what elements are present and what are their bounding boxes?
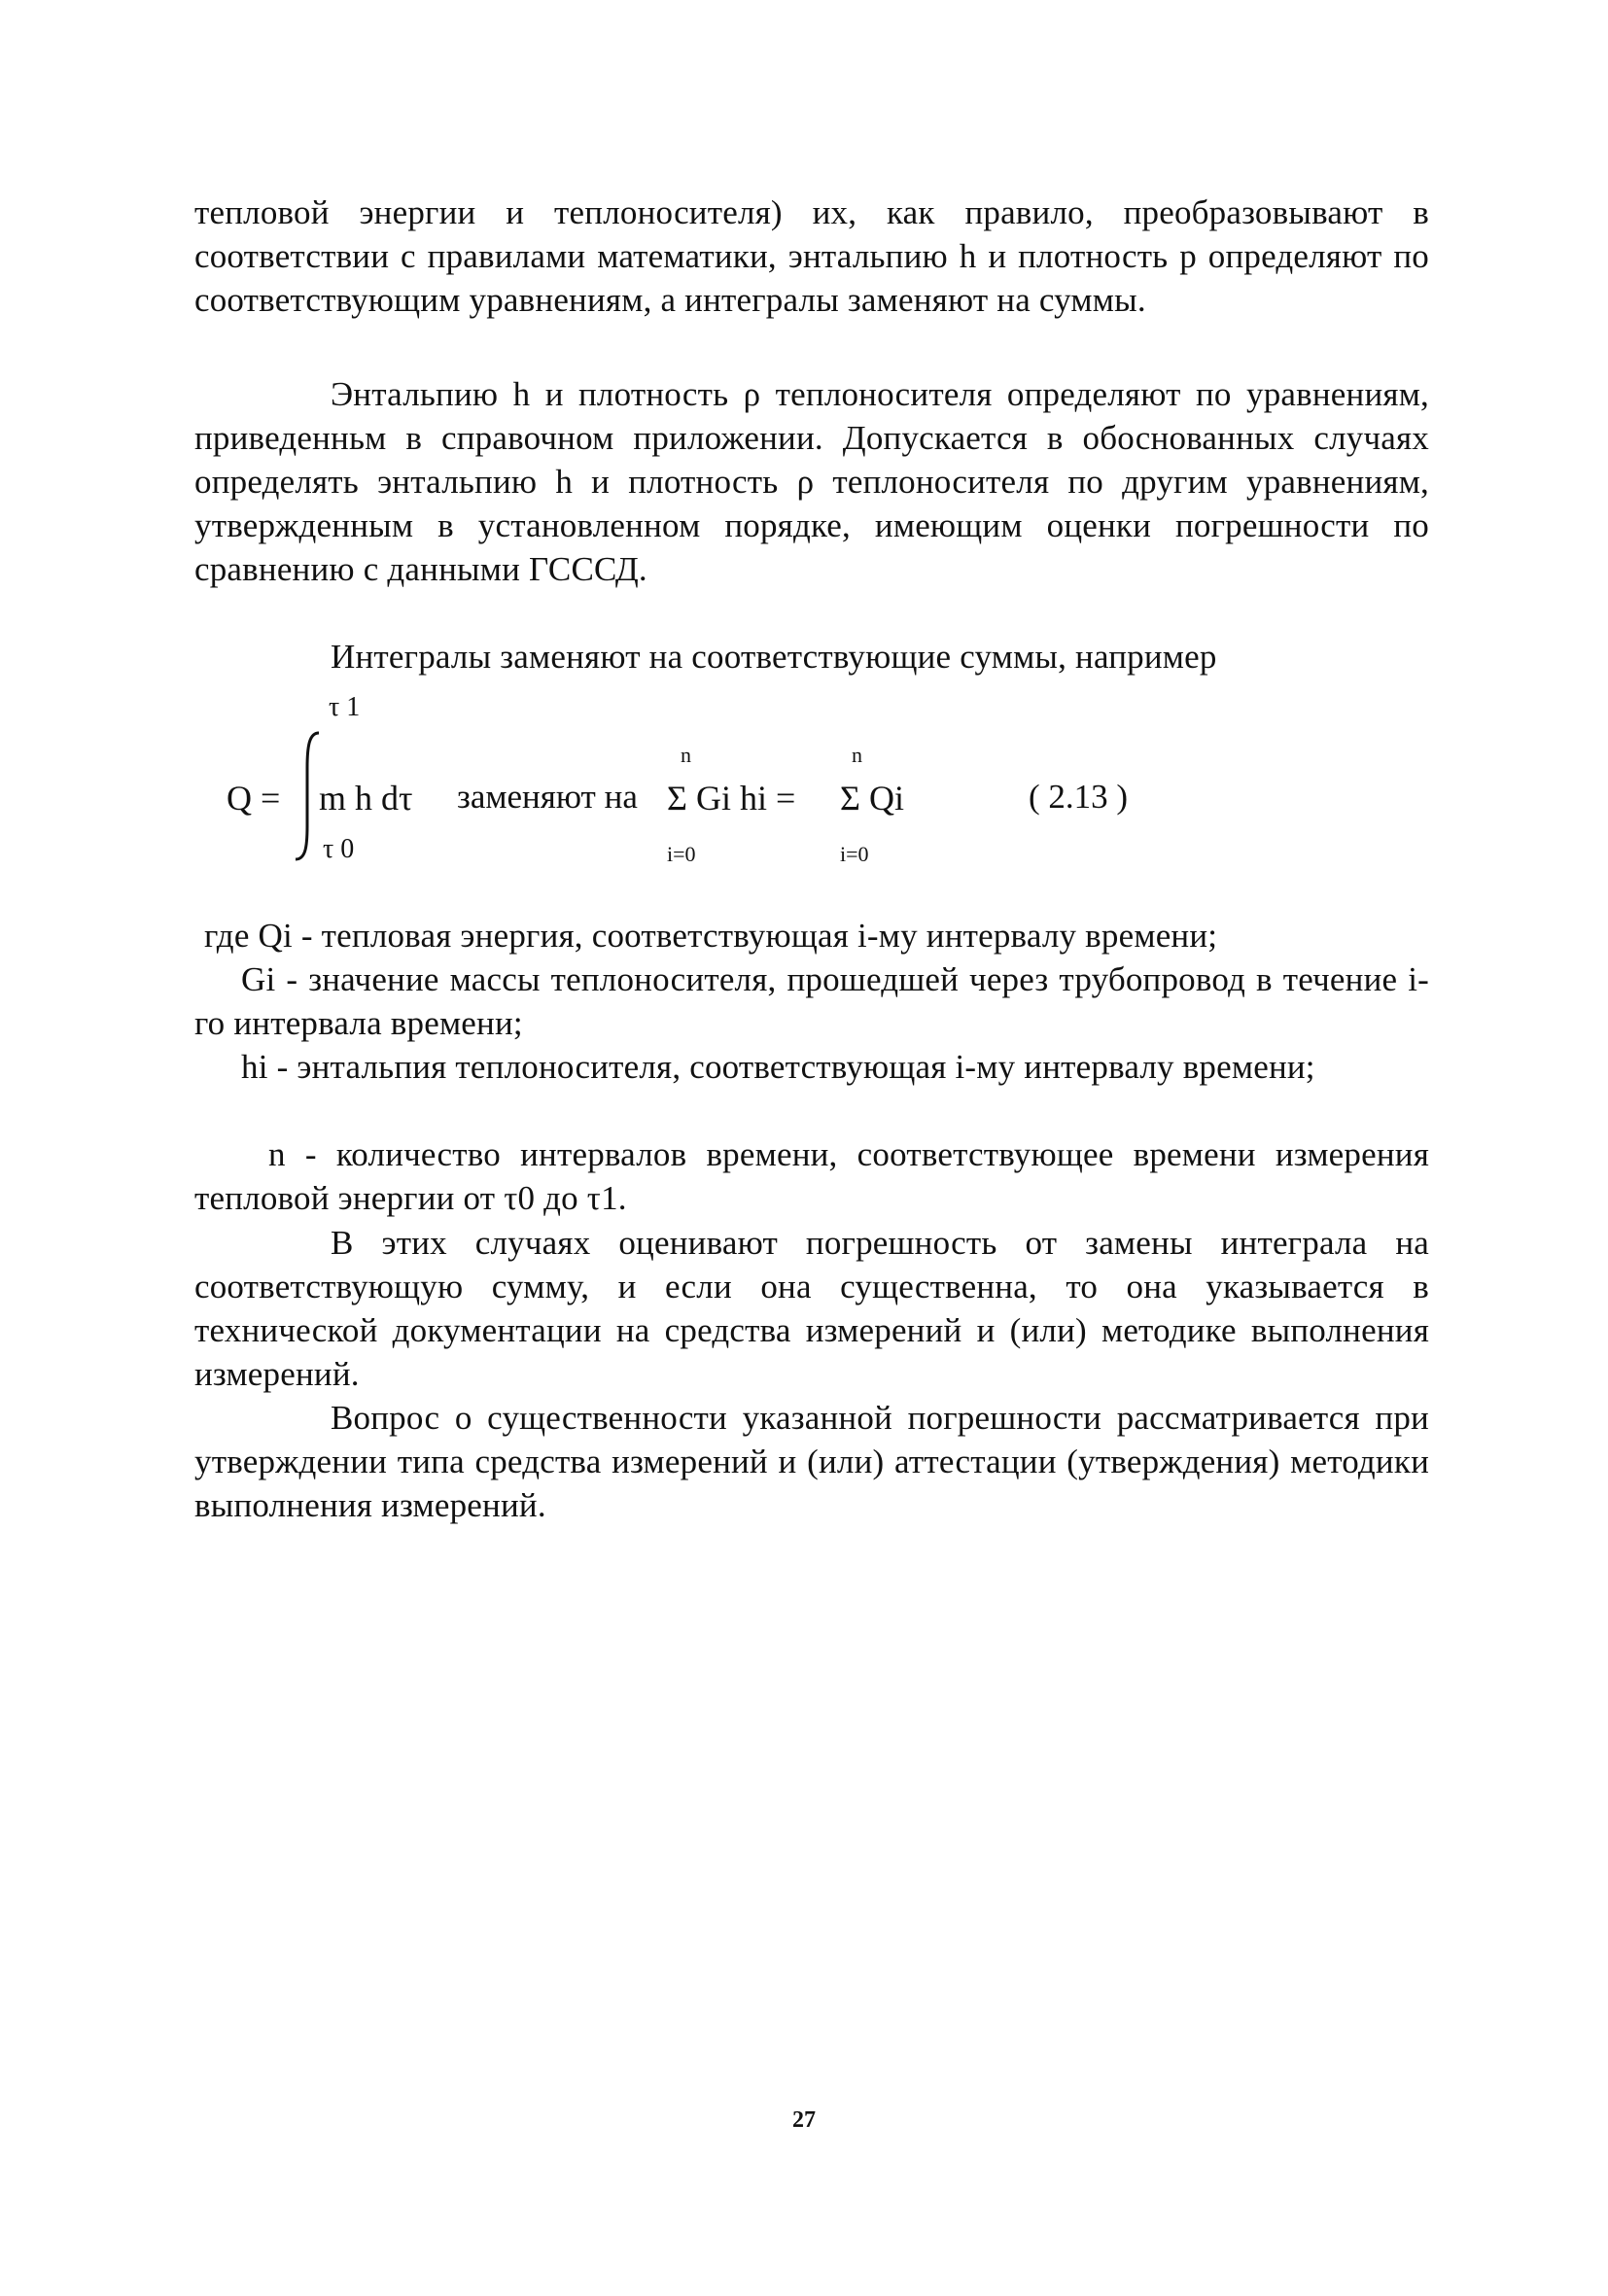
formula-sum-mass-enthalpy: Σ Gi hi =	[667, 779, 796, 818]
formula-integrand: m h dτ	[319, 779, 413, 818]
paragraph-significance: Вопрос о существенности указанной погрешности рассматривается при утверждении типа средства измерений и (или) аттестации (утверждения) методики выполнения измерений.	[194, 1399, 1429, 1524]
paragraph-enthalpy: Энтальпию h и плотность ρ теплоносителя определяют по уравнениям, приведенньм в справочном приложении. Допускается в обоснованных случаях определять энтальпию h и плотность ρ теплоносителя по другим уравнениям, утвержденным в установленном порядке, имеющим оценки погрешности по сравнению с данными ГСССД.	[194, 375, 1429, 588]
definition-g: Gi - значение массы теплоносителя, прошедшей через трубопровод в течение i-го интервала времени;	[194, 960, 1429, 1042]
paragraph-intro: тепловой энергии и теплоносителя) их, как правило, преобразовывают в соответствии с правилами математики, энтальпию h и плотность p определяют по соответствующим уравнениям, а интегралы заменяют на суммы.	[194, 193, 1429, 319]
paragraph-error-estimate: В этих случаях оценивают погрешность от замены интеграла на соответствующую сумму, и если она существенна, то она указывается в технической документации на средства измерений и (или) методике выполнения измерений.	[194, 1224, 1429, 1393]
page-number: 27	[792, 2107, 816, 2133]
paragraph-integrals: Интегралы заменяют на соответствующие суммы, например	[331, 638, 1217, 676]
definition-n: n - количество интервалов времени, соответствующее времени измерения тепловой энергии от τ0 до τ1.	[194, 1135, 1429, 1217]
formula-lhs: Q =	[227, 779, 281, 818]
sum2-upper-limit: n	[852, 743, 862, 767]
definition-q: где Qi - тепловая энергия, соответствующая i-му интервалу времени;	[204, 917, 1218, 955]
formula-sum-energy: Σ Qi	[840, 779, 904, 818]
definition-h: hi - энтальпия теплоносителя, соответствующая i-му интервалу времени;	[241, 1048, 1315, 1086]
formula-number: ( 2.13 )	[1029, 778, 1129, 816]
integral-upper-limit: τ 1	[329, 692, 361, 722]
integral-lower-limit: τ 0	[323, 834, 355, 864]
sum2-lower-limit: i=0	[840, 842, 869, 866]
sum1-lower-limit: i=0	[667, 842, 696, 866]
formula-replace-text: заменяют на	[457, 778, 638, 816]
sum1-upper-limit: n	[681, 743, 691, 767]
